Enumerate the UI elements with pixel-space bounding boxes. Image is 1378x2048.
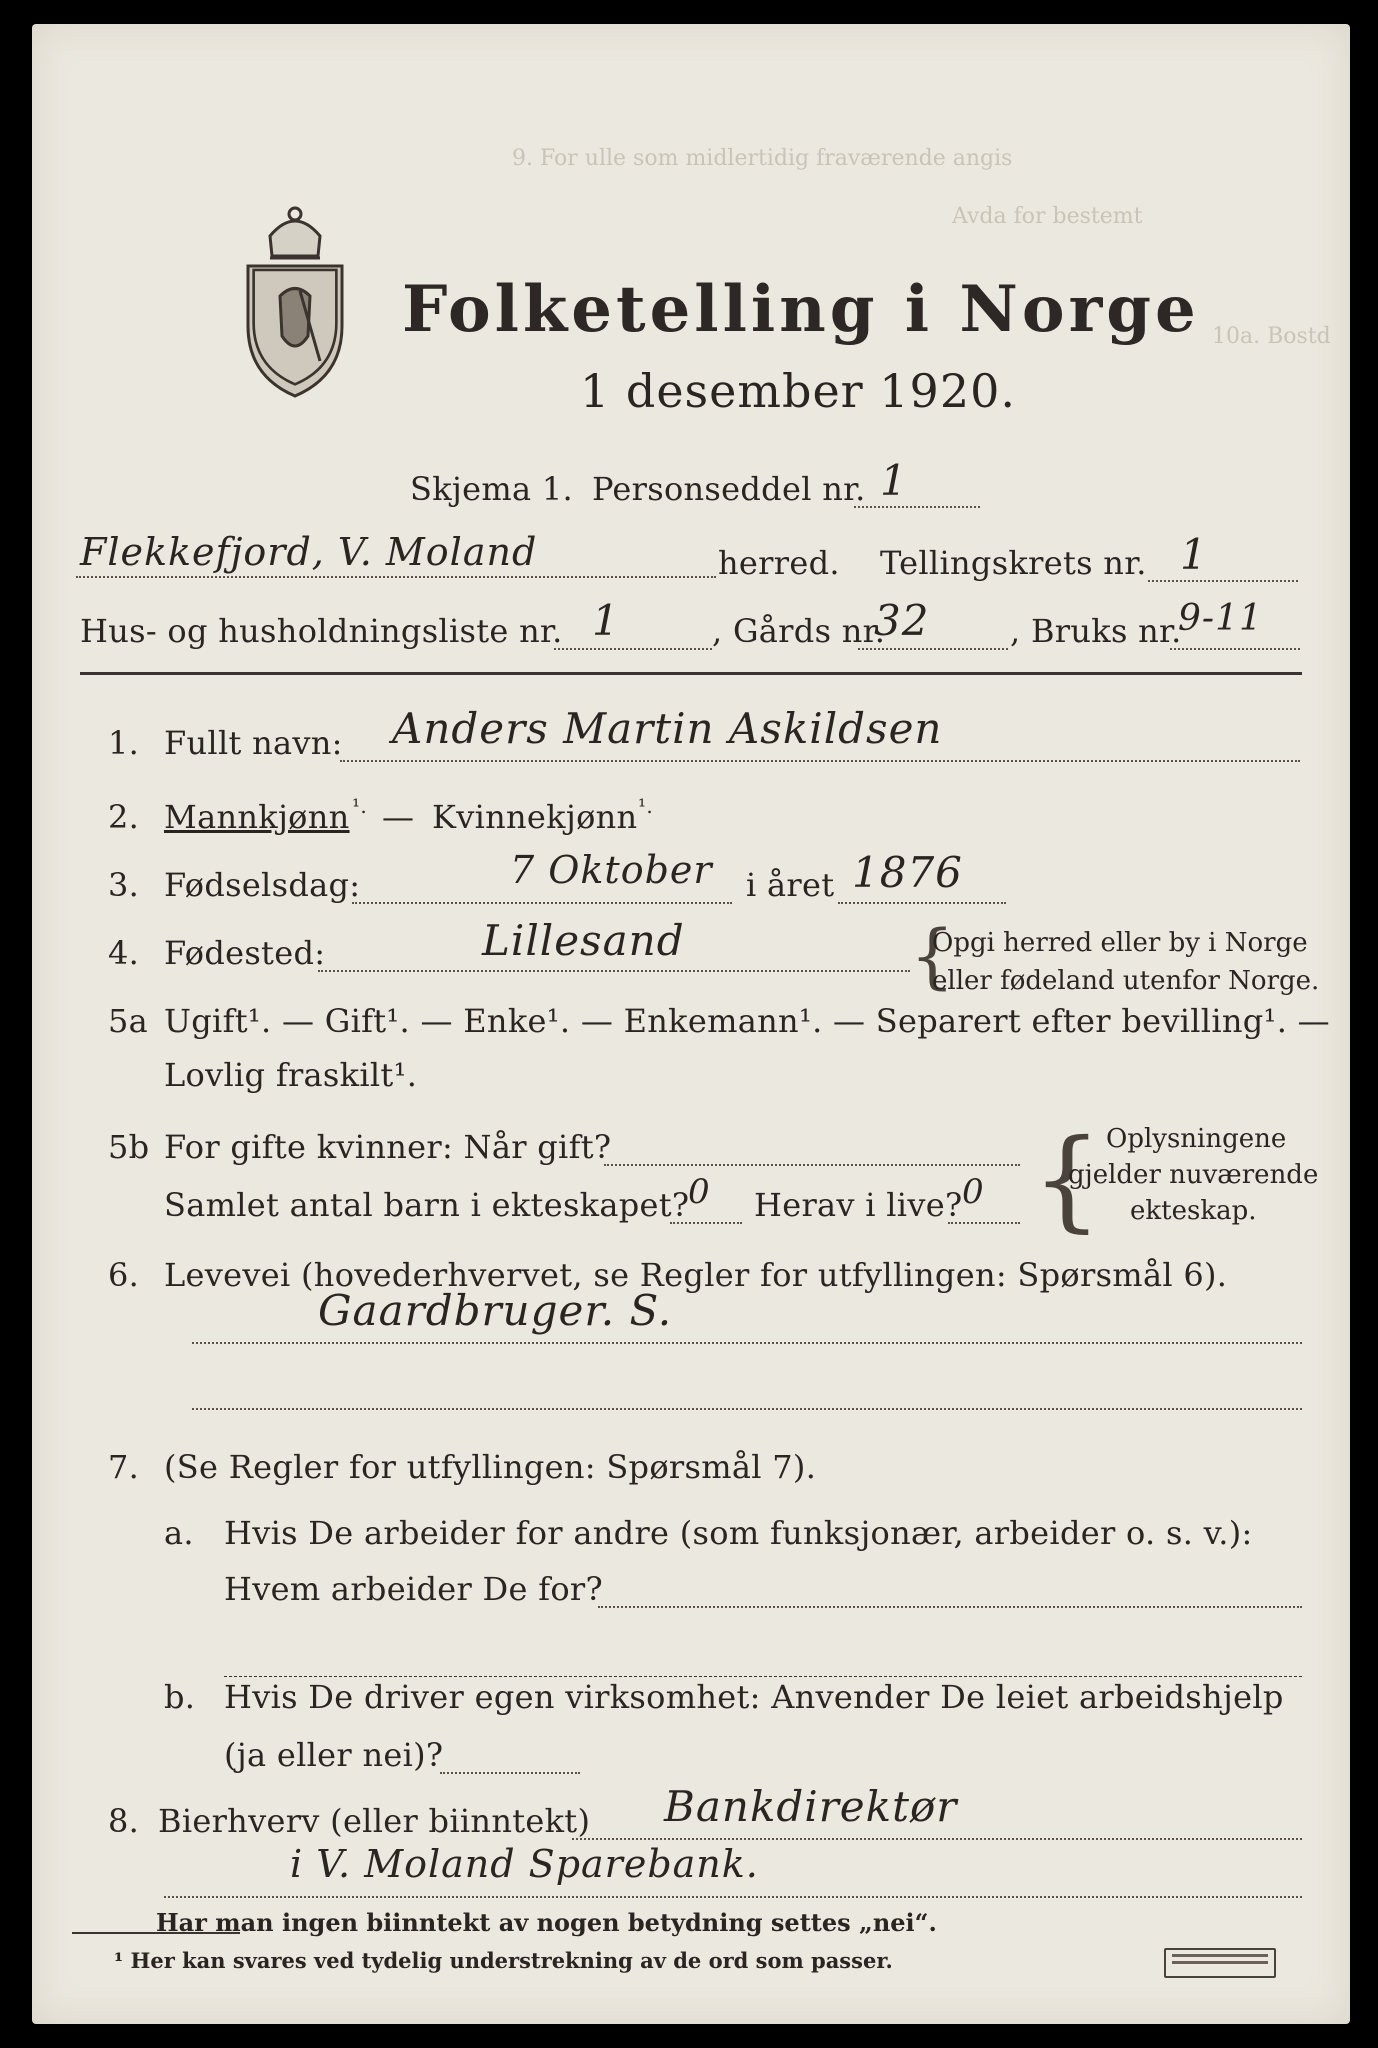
footnote-marker: ¹. <box>638 794 653 818</box>
footnote: ¹ Her kan svares ved tydelig understrekning av de ord som passer. <box>114 1948 893 1973</box>
q7b-letter: b. <box>164 1678 196 1716</box>
coat-of-arms-icon <box>240 196 350 406</box>
show-through-text: 9. For ulle som midlertidig fraværende angis <box>512 146 1013 171</box>
personseddel-label: Personseddel nr. <box>592 470 866 508</box>
q3-year-label: i året <box>746 866 835 904</box>
q3-label: Fødselsdag: <box>164 866 361 904</box>
occupation-value[interactable]: Gaardbruger. S. <box>318 1286 673 1335</box>
header-divider <box>80 672 1302 675</box>
birth-date-value[interactable]: 7 Oktober <box>510 848 713 892</box>
census-form-page <box>32 24 1350 2024</box>
footnote-divider <box>72 1932 240 1934</box>
q7-number: 7. <box>108 1448 140 1486</box>
q5b-note: ekteskap. <box>1130 1196 1257 1226</box>
herred-label: herred. <box>718 544 840 582</box>
q5b-note: gjelder nuværende <box>1068 1160 1319 1190</box>
gards-value[interactable]: 32 <box>874 596 930 645</box>
hus-label: Hus- og husholdningsliste nr. <box>80 612 563 650</box>
q5b-number: 5b <box>108 1128 150 1166</box>
printer-stamp-icon <box>1164 1948 1276 1978</box>
q6-label: Levevei (hovederhvervet, se Regler for utfyllingen: Spørsmål 6). <box>164 1256 1228 1294</box>
form-title: Folketelling i Norge <box>402 272 1200 347</box>
children-count-value[interactable]: 0 <box>688 1172 711 1212</box>
q1-number: 1. <box>108 724 140 762</box>
personseddel-value[interactable]: 1 <box>880 456 908 505</box>
q4-note: Opgi herred eller by i Norge <box>932 928 1308 958</box>
q4-number: 4. <box>108 934 140 972</box>
show-through-text: Avda for bestemt <box>952 204 1143 229</box>
herred-value[interactable]: Flekkefjord, V. Moland <box>80 530 538 574</box>
q5b-children-label: Samlet antal barn i ekteskapet? <box>164 1186 690 1224</box>
q7a-letter: a. <box>164 1514 194 1552</box>
q5b-label: For gifte kvinner: Når gift? <box>164 1128 612 1166</box>
gards-label: , Gårds nr. <box>712 612 886 650</box>
q7a-employer-label: Hvem arbeider De for? <box>224 1570 603 1608</box>
bruks-value[interactable]: 9-11 <box>1178 598 1263 639</box>
gender-female-option[interactable]: Kvinnekjønn <box>432 798 638 836</box>
q7b-label: Hvis De driver egen virksomhet: Anvender De leiet arbeidshjelp <box>224 1678 1284 1716</box>
birthplace-value[interactable]: Lillesand <box>482 916 685 965</box>
q2-separator: — <box>382 798 415 836</box>
bruks-label: , Bruks nr. <box>1010 612 1182 650</box>
q8-note: Har man ingen biinntekt av nogen betydning settes „nei“. <box>156 1908 937 1937</box>
tellingskrets-label: Tellingskrets nr. <box>880 544 1147 582</box>
q8-number: 8. <box>108 1802 140 1840</box>
schema-label: Skjema 1. <box>410 470 573 508</box>
footnote-marker: ¹. <box>352 794 367 818</box>
q2-number: 2. <box>108 798 140 836</box>
brace-icon: { <box>1032 1115 1102 1243</box>
q4-note: eller fødeland utenfor Norge. <box>932 966 1320 996</box>
brace-icon: { <box>910 915 955 997</box>
q6-number: 6. <box>108 1256 140 1294</box>
q7-label: (Se Regler for utfyllingen: Spørsmål 7). <box>164 1448 817 1486</box>
show-through-text: 10a. Bostd <box>1212 324 1331 349</box>
q1-label: Fullt navn: <box>164 724 343 762</box>
birth-year-value[interactable]: 1876 <box>852 848 963 897</box>
side-occupation-value[interactable]: Bankdirektør <box>664 1782 958 1831</box>
marital-status-options-cont[interactable]: Lovlig fraskilt¹. <box>164 1056 418 1094</box>
q5a-number: 5a <box>108 1002 149 1040</box>
q7b-label-cont: (ja eller nei)? <box>224 1736 444 1774</box>
marital-status-options[interactable]: Ugift¹. — Gift¹. — Enke¹. — Enkemann¹. — Separert efter bevilling¹. — <box>164 1002 1330 1040</box>
q5b-note: Oplysningene <box>1106 1124 1287 1154</box>
children-living-value[interactable]: 0 <box>962 1172 985 1212</box>
q5b-living-label: Herav i live? <box>754 1186 963 1224</box>
side-occupation-value-cont[interactable]: i V. Moland Sparebank. <box>290 1842 759 1886</box>
tellingskrets-value[interactable]: 1 <box>1180 530 1208 579</box>
q8-label: Bierhverv (eller biinntekt) <box>158 1802 591 1840</box>
q7a-label: Hvis De arbeider for andre (som funksjonær, arbeider o. s. v.): <box>224 1514 1253 1552</box>
full-name-value[interactable]: Anders Martin Askildsen <box>392 704 943 753</box>
form-date: 1 desember 1920. <box>580 364 1016 418</box>
q4-label: Fødested: <box>164 934 326 972</box>
q3-number: 3. <box>108 866 140 904</box>
gender-male-option[interactable]: Mannkjønn <box>164 798 350 836</box>
hus-value[interactable]: 1 <box>592 596 620 645</box>
